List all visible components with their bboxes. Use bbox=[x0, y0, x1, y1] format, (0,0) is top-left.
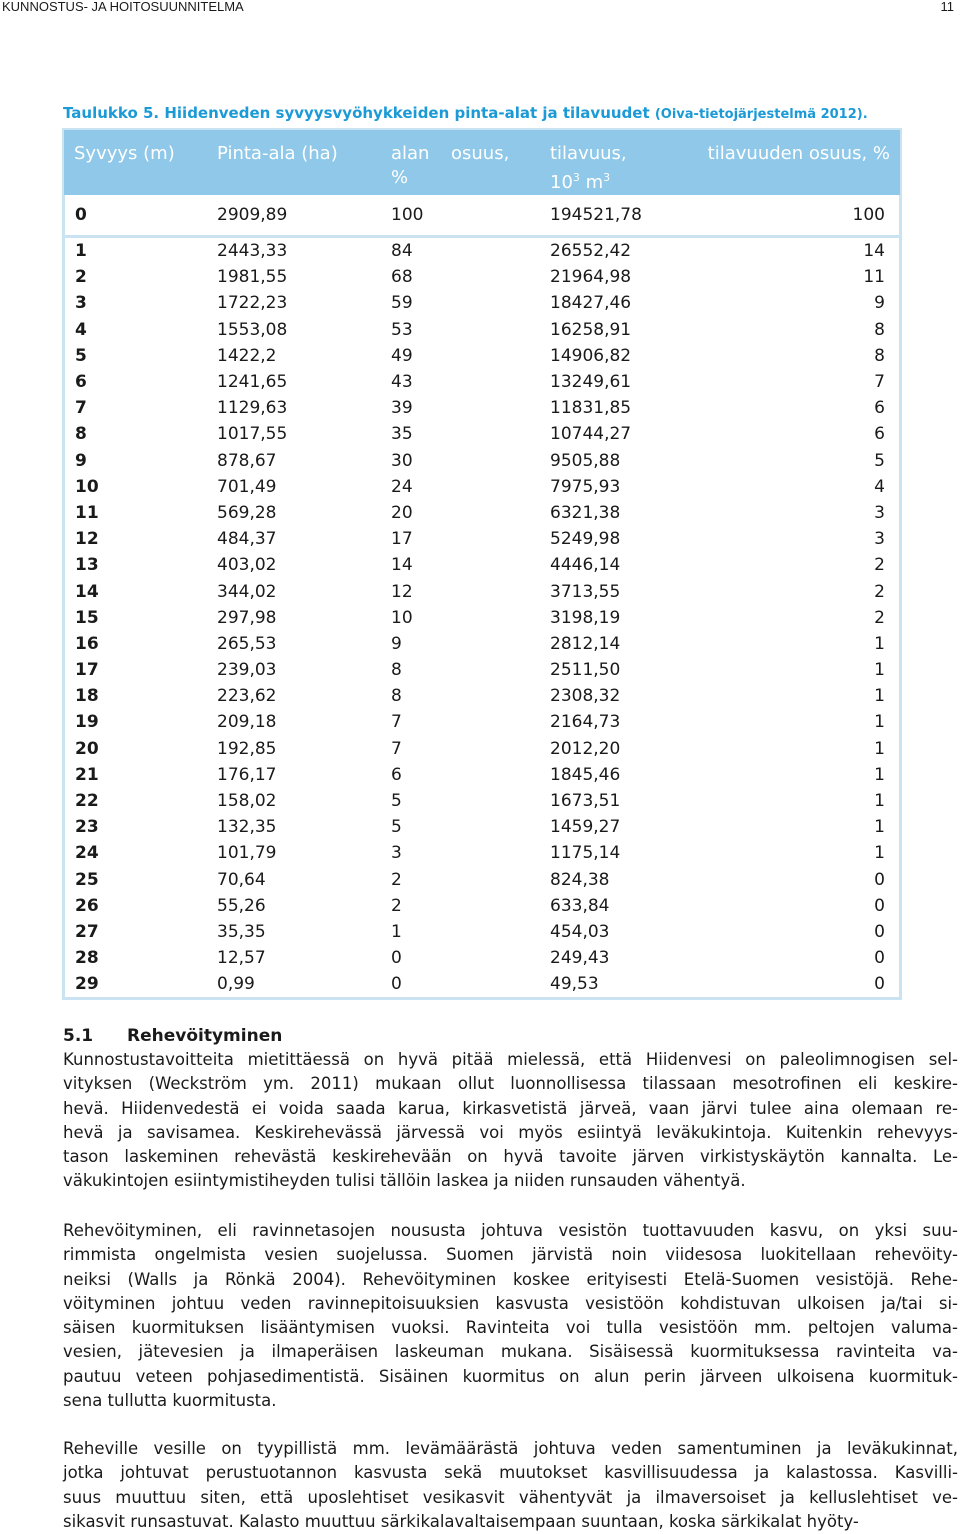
cell-volume-share: 0 bbox=[674, 971, 902, 1000]
table-row bbox=[62, 552, 902, 578]
table-caption-source: (Oiva-tietojärjestelmä 2012). bbox=[654, 107, 868, 122]
cell-area: 265,53 bbox=[217, 633, 277, 654]
cell-area: 192,85 bbox=[217, 738, 277, 759]
paragraph-line: vityksen (Weckström ym. 2011) mukaan ollut luonnollisessa tilassaan mesotrofinen eli keskire- bbox=[63, 1074, 958, 1094]
table-row bbox=[62, 840, 902, 866]
cell-area: 239,03 bbox=[217, 660, 277, 681]
cell-depth: 23 bbox=[62, 814, 207, 840]
cell-area: 344,02 bbox=[217, 581, 277, 602]
cell-area-share: 35 bbox=[391, 424, 413, 445]
cell-area-share: 14 bbox=[391, 555, 413, 576]
cell-volume: 249,43 bbox=[550, 948, 610, 969]
table-row bbox=[62, 290, 902, 316]
header-volume-share: tilavuuden osuus, % bbox=[674, 128, 902, 195]
cell-depth: 29 bbox=[62, 971, 207, 1000]
cell-depth: 21 bbox=[62, 762, 207, 788]
cell-area-share: 9 bbox=[391, 633, 402, 654]
cell-area-share: 0 bbox=[385, 971, 540, 1000]
cell-area-share: 84 bbox=[391, 241, 413, 262]
cell-volume: 1845,46 bbox=[550, 764, 621, 785]
cell-volume-share: 14 bbox=[674, 238, 902, 264]
cell-area: 1017,55 bbox=[217, 424, 288, 445]
cell-volume: 14906,82 bbox=[550, 345, 632, 366]
paragraph-line: neiksi (Walls ja Rönkä 2004). Rehevöityminen koskee erityisesti Etelä-Suomen vesistöjä. Rehe- bbox=[63, 1269, 958, 1289]
table-row bbox=[62, 369, 902, 395]
section-heading bbox=[63, 1026, 282, 1046]
table-row bbox=[62, 971, 902, 1000]
table-row bbox=[62, 709, 902, 735]
cell-area: 569,28 bbox=[217, 502, 277, 523]
cell-volume-share: 9 bbox=[674, 290, 902, 316]
table-body bbox=[62, 195, 902, 1000]
table-row bbox=[62, 945, 902, 971]
cell-area: 223,62 bbox=[217, 686, 277, 707]
table-row bbox=[62, 264, 902, 290]
cell-area: 1422,2 bbox=[217, 345, 277, 366]
cell-volume: 633,84 bbox=[550, 895, 610, 916]
cell-volume-share: 8 bbox=[674, 317, 902, 343]
cell-area-share: 100 bbox=[385, 195, 540, 238]
header-area-share-word: alan bbox=[391, 143, 430, 164]
cell-area-share: 7 bbox=[391, 738, 402, 759]
table-row bbox=[62, 736, 902, 762]
cell-area-share: 39 bbox=[391, 398, 413, 419]
cell-volume: 18427,46 bbox=[550, 293, 632, 314]
cell-depth: 22 bbox=[62, 788, 207, 814]
paragraph-line: Reheville vesille on tyypillistä mm. levämäärästä johtuva veden samentuminen ja leväkukinnat, bbox=[63, 1439, 958, 1458]
table-row bbox=[62, 683, 902, 709]
cell-volume-share: 0 bbox=[674, 919, 902, 945]
cell-volume-share: 6 bbox=[674, 421, 902, 447]
cell-area: 2909,89 bbox=[207, 195, 385, 238]
cell-depth: 25 bbox=[62, 867, 207, 893]
cell-volume-share: 2 bbox=[674, 605, 902, 631]
page-number: 11 bbox=[940, 0, 954, 14]
cell-volume: 2012,20 bbox=[550, 738, 621, 759]
cell-volume-share: 1 bbox=[674, 683, 902, 709]
table-caption bbox=[63, 104, 868, 122]
cell-area: 1722,23 bbox=[217, 293, 288, 314]
cell-volume-share: 6 bbox=[674, 395, 902, 421]
cell-area: 2443,33 bbox=[217, 241, 288, 262]
cell-area-share: 8 bbox=[391, 660, 402, 681]
cell-volume-share: 1 bbox=[674, 631, 902, 657]
paragraph-line: sikasvit runsastuvat. Kalasto muuttuu särkikalavaltaisempaan suuntaan, koska särkikalat hyöty- bbox=[63, 1511, 859, 1531]
header-volume-unit: $10^3$ $m^3$ bbox=[550, 171, 611, 193]
running-header bbox=[0, 0, 960, 14]
cell-volume: 11831,85 bbox=[550, 398, 632, 419]
paragraph-line: rimmista ongelmista vesien suojelussa. Suomen järvistä noin viidesosa luokitellaan rehevöity- bbox=[63, 1245, 958, 1265]
cell-depth: 17 bbox=[62, 657, 207, 683]
cell-area: 101,79 bbox=[217, 843, 277, 864]
cell-depth: 13 bbox=[62, 552, 207, 578]
paragraph-line: säisen kuormituksen lisääntymisen vuoksi. Ravinteita voi tulla vesistöön mm. peltojen valuma- bbox=[63, 1318, 958, 1338]
cell-volume-share: 2 bbox=[674, 552, 902, 578]
paragraph-line: Kunnostustavoitteita mietittäessä on hyvä pitää mielessä, että Hiidenvesi on paleolimnogisen sel- bbox=[63, 1050, 958, 1069]
paragraph-line: jotka johtuvat perustuotannon kasvusta sekä muutokset kasvillisuudessa ja kalastossa. Kasvilli- bbox=[63, 1463, 958, 1483]
cell-depth: 8 bbox=[62, 421, 207, 447]
document-title: KUNNOSTUS- JA HOITOSUUNNITELMA bbox=[2, 0, 244, 14]
paragraph-line: vöityminen johtuu veden ravinnepitoisuuksien kasvusta vesistöön kohdistuvan ulkoisen ja/tai si- bbox=[63, 1293, 958, 1313]
paragraph-line: hevä ja savisamea. Keskirehevässä järvessä voi myös esiintyä leväkukintoja. Kuitenkin rehevyys- bbox=[63, 1122, 958, 1142]
cell-depth: 19 bbox=[62, 709, 207, 735]
table-row bbox=[62, 788, 902, 814]
cell-volume: 6321,38 bbox=[550, 502, 621, 523]
paragraph-line: vesien, jätevesien ja ilmaperäisen laskeuman mukana. Sisäisessä kuormituksessa ravinteita va- bbox=[63, 1342, 958, 1362]
cell-area: 209,18 bbox=[217, 712, 277, 733]
header-area-share-unit: % bbox=[391, 167, 409, 188]
cell-volume: 1459,27 bbox=[550, 817, 621, 838]
cell-depth: 4 bbox=[62, 317, 207, 343]
header-volume-word: tilavuus, bbox=[550, 143, 627, 164]
cell-area: 158,02 bbox=[217, 791, 277, 812]
header-area: Pinta-ala (ha) bbox=[207, 128, 385, 195]
cell-area: 484,37 bbox=[217, 529, 277, 550]
cell-volume: 5249,98 bbox=[550, 529, 621, 550]
table-row bbox=[62, 578, 902, 604]
cell-area-share: 1 bbox=[391, 921, 402, 942]
cell-volume-share: 5 bbox=[674, 448, 902, 474]
cell-volume: 10744,27 bbox=[550, 424, 632, 445]
cell-depth: 1 bbox=[62, 238, 207, 264]
cell-area: 297,98 bbox=[217, 607, 277, 628]
cell-depth: 28 bbox=[62, 945, 207, 971]
cell-volume: 2308,32 bbox=[550, 686, 621, 707]
cell-volume: 1673,51 bbox=[550, 791, 621, 812]
cell-volume-share: 1 bbox=[674, 736, 902, 762]
cell-area-share: 43 bbox=[391, 372, 413, 393]
table-row bbox=[62, 867, 902, 893]
cell-area: 0,99 bbox=[207, 971, 385, 1000]
cell-depth: 3 bbox=[62, 290, 207, 316]
table-row bbox=[62, 500, 902, 526]
cell-area-share: 68 bbox=[391, 267, 413, 288]
table-row bbox=[62, 893, 902, 919]
table-row bbox=[62, 919, 902, 945]
cell-area: 878,67 bbox=[217, 450, 277, 471]
cell-area-share: 8 bbox=[391, 686, 402, 707]
table-caption-text: Taulukko 5. Hiidenveden syvyysvyöhykkeiden pinta-alat ja tilavuudet bbox=[63, 104, 655, 122]
cell-volume-share: 0 bbox=[674, 893, 902, 919]
cell-volume-share: 1 bbox=[674, 709, 902, 735]
cell-area: 55,26 bbox=[217, 895, 266, 916]
cell-area-share: 17 bbox=[391, 529, 413, 550]
cell-volume-share: 1 bbox=[674, 762, 902, 788]
cell-volume: 9505,88 bbox=[550, 450, 621, 471]
table-row bbox=[62, 474, 902, 500]
cell-volume-share: 8 bbox=[674, 343, 902, 369]
paragraph-1 bbox=[63, 1048, 958, 1194]
table-row bbox=[62, 526, 902, 552]
cell-volume-share: 3 bbox=[674, 500, 902, 526]
table-row bbox=[62, 814, 902, 840]
cell-area-share: 2 bbox=[391, 895, 402, 916]
table-row bbox=[62, 343, 902, 369]
cell-depth: 15 bbox=[62, 605, 207, 631]
cell-volume-share: 11 bbox=[674, 264, 902, 290]
cell-depth: 5 bbox=[62, 343, 207, 369]
header-area-share bbox=[385, 128, 451, 195]
cell-depth: 14 bbox=[62, 578, 207, 604]
cell-area-share: 2 bbox=[391, 869, 402, 890]
cell-depth: 2 bbox=[62, 264, 207, 290]
cell-volume: 16258,91 bbox=[550, 319, 632, 340]
cell-area: 1241,65 bbox=[217, 372, 288, 393]
cell-area-share: 10 bbox=[391, 607, 413, 628]
depth-zone-table bbox=[62, 128, 902, 1000]
paragraph-line: suus muuttuu siten, että uposlehtiset vesikasvit vähentyvät ja ilmaversoiset ja kelluslehtiset ve- bbox=[63, 1487, 958, 1507]
cell-depth: 6 bbox=[62, 369, 207, 395]
table-row bbox=[62, 762, 902, 788]
cell-area-share: 5 bbox=[391, 817, 402, 838]
paragraph-3 bbox=[63, 1437, 958, 1534]
cell-volume-share: 1 bbox=[674, 788, 902, 814]
cell-depth: 9 bbox=[62, 448, 207, 474]
cell-volume: 21964,98 bbox=[550, 267, 632, 288]
paragraph-2 bbox=[63, 1219, 958, 1413]
cell-volume: 2812,14 bbox=[550, 633, 621, 654]
cell-depth: 16 bbox=[62, 631, 207, 657]
cell-area: 403,02 bbox=[217, 555, 277, 576]
paragraph-line: sena tullutta kuormitusta. bbox=[63, 1391, 277, 1411]
cell-volume-share: 4 bbox=[674, 474, 902, 500]
cell-depth: 11 bbox=[62, 500, 207, 526]
cell-area: 1129,63 bbox=[217, 398, 288, 419]
cell-depth: 27 bbox=[62, 919, 207, 945]
paragraph-line: Rehevöityminen, eli ravinnetasojen noususta johtuva vesistön tuottavuuden kasvu, on yksi suu- bbox=[63, 1221, 958, 1240]
cell-area-share: 5 bbox=[391, 791, 402, 812]
cell-area-share: 53 bbox=[391, 319, 413, 340]
table-row bbox=[62, 631, 902, 657]
cell-volume-share: 0 bbox=[674, 867, 902, 893]
cell-volume-share: 1 bbox=[674, 814, 902, 840]
table-row bbox=[62, 421, 902, 447]
cell-area-share: 12 bbox=[391, 581, 413, 602]
cell-depth: 0 bbox=[62, 195, 207, 238]
cell-area: 1981,55 bbox=[217, 267, 288, 288]
table-row bbox=[62, 317, 902, 343]
paragraph-line: pautuu veteen pohjasedimentistä. Sisäinen kuormitus on alun perin järveen ulkoisena kuormituk- bbox=[63, 1366, 958, 1386]
cell-area-share: 3 bbox=[391, 843, 402, 864]
paragraph-line: tason laskeminen rehevästä keskirehevään on hyvä tavoite järven virkistyskäytön kannalta. Le- bbox=[63, 1147, 958, 1167]
cell-volume-share: 3 bbox=[674, 526, 902, 552]
cell-depth: 24 bbox=[62, 840, 207, 866]
table-row bbox=[62, 395, 902, 421]
cell-area: 1553,08 bbox=[217, 319, 288, 340]
table-row bbox=[62, 448, 902, 474]
cell-depth: 26 bbox=[62, 893, 207, 919]
cell-area: 701,49 bbox=[217, 476, 277, 497]
cell-area-share: 6 bbox=[391, 764, 402, 785]
cell-volume: 454,03 bbox=[550, 921, 610, 942]
cell-depth: 7 bbox=[62, 395, 207, 421]
table-row bbox=[62, 657, 902, 683]
section-number: 5.1 bbox=[63, 1026, 94, 1046]
paragraph-line: hevä. Hiidenvedestä ei voida saada karua, kirkasvetistä järveä, vaan järvi tulee aina olemaan re- bbox=[63, 1098, 958, 1118]
cell-depth: 20 bbox=[62, 736, 207, 762]
table-header-row bbox=[62, 128, 902, 195]
cell-volume: 26552,42 bbox=[550, 241, 632, 262]
cell-volume-share: 1 bbox=[674, 657, 902, 683]
cell-area: 132,35 bbox=[217, 817, 277, 838]
cell-volume: 1175,14 bbox=[550, 843, 621, 864]
cell-area-share: 7 bbox=[391, 712, 402, 733]
cell-volume: 4446,14 bbox=[550, 555, 621, 576]
cell-volume: 2511,50 bbox=[550, 660, 621, 681]
paragraph-line: väkukintojen esiintymistiheyden tulisi tällöin laskea ja niiden runsauden vähentyä. bbox=[63, 1171, 746, 1191]
cell-volume: 7975,93 bbox=[550, 476, 621, 497]
header-volume bbox=[540, 128, 674, 195]
cell-volume-share: 100 bbox=[674, 195, 902, 238]
cell-area-share: 0 bbox=[391, 948, 402, 969]
cell-area-share: 49 bbox=[391, 345, 413, 366]
cell-area-share: 30 bbox=[391, 450, 413, 471]
table-row bbox=[62, 195, 902, 238]
cell-volume-share: 7 bbox=[674, 369, 902, 395]
cell-volume: 49,53 bbox=[540, 971, 674, 1000]
cell-depth: 12 bbox=[62, 526, 207, 552]
cell-volume-share: 0 bbox=[674, 945, 902, 971]
section-title: Rehevöityminen bbox=[127, 1026, 283, 1046]
cell-volume-share: 1 bbox=[674, 840, 902, 866]
cell-volume: 194521,78 bbox=[540, 195, 674, 238]
cell-volume: 3198,19 bbox=[550, 607, 621, 628]
header-area-share-osuus: osuus, bbox=[451, 128, 540, 195]
cell-volume: 824,38 bbox=[550, 869, 610, 890]
cell-depth: 10 bbox=[62, 474, 207, 500]
cell-area: 35,35 bbox=[217, 921, 266, 942]
cell-volume: 2164,73 bbox=[550, 712, 621, 733]
cell-area-share: 59 bbox=[391, 293, 413, 314]
cell-volume-share: 2 bbox=[674, 578, 902, 604]
cell-area: 12,57 bbox=[217, 948, 266, 969]
cell-area-share: 20 bbox=[391, 502, 413, 523]
cell-volume: 13249,61 bbox=[550, 372, 632, 393]
cell-area: 176,17 bbox=[217, 764, 277, 785]
cell-volume: 3713,55 bbox=[550, 581, 621, 602]
table-row bbox=[62, 605, 902, 631]
cell-area: 70,64 bbox=[217, 869, 266, 890]
table-row bbox=[62, 238, 902, 264]
cell-area-share: 24 bbox=[391, 476, 413, 497]
header-depth: Syvyys (m) bbox=[62, 128, 207, 195]
cell-depth: 18 bbox=[62, 683, 207, 709]
